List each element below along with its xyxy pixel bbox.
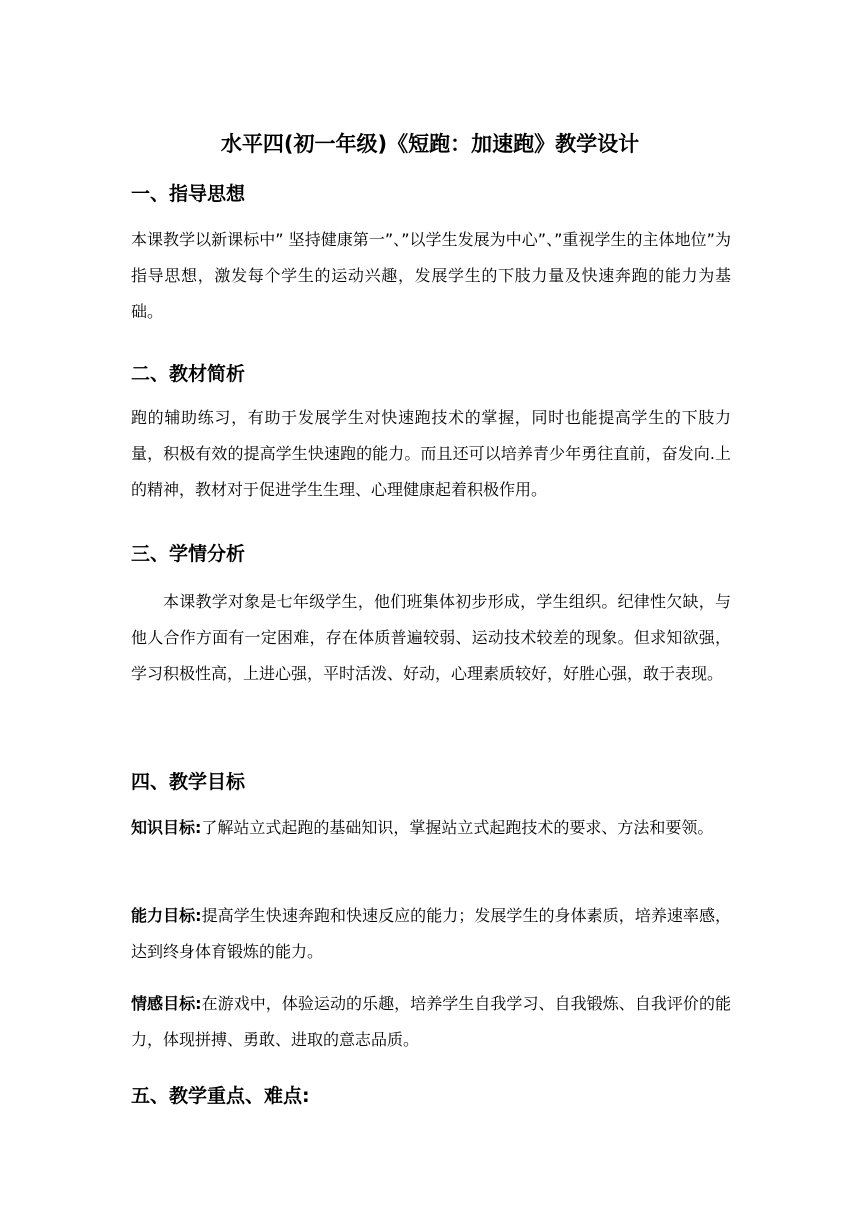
objective-ability-label: 能力目标:: [131, 906, 202, 925]
objective-knowledge-text: 了解站立式起跑的基础知识，掌握站立式起跑技术的要求、方法和要领。: [201, 818, 714, 837]
document-title: 水平四(初一年级)《短跑：加速跑》教学设计: [220, 132, 640, 156]
objective-emotion-label: 情感目标:: [131, 994, 202, 1013]
objective-knowledge-label: 知识目标:: [131, 818, 202, 837]
section-heading-teaching-objectives: 四、教学目标: [131, 771, 246, 793]
objective-emotion-text: 在游戏中，体验运动的乐趣，培养学生自我学习、自我锻炼、自我评价的能力，体现拼搏、勇敢、进取的意志品质。: [131, 994, 731, 1049]
objective-ability: [131, 898, 731, 970]
section-text-student-analysis: 本课教学对象是七年级学生，他们班集体初步形成，学生组织。纪律性欠缺，与他人合作方面有一定困难，存在体质普遍较弱、运动技术较差的现象。但求知欲强，学习积极性高，上进心强，平时活泼、好动，心理素质较好，好胜心强，敢于表现。: [131, 592, 731, 683]
section-heading-material-analysis: 二、教材简析: [131, 363, 246, 385]
section-heading-guiding-ideology: 一、指导思想: [131, 183, 246, 205]
section-heading-student-analysis: 三、学情分析: [131, 543, 246, 565]
objective-emotion: [131, 986, 731, 1058]
objective-ability-text: 提高学生快速奔跑和快速反应的能力；发展学生的身体素质，培养速率感，达到终身体育锻炼的能力。: [131, 906, 731, 961]
objective-knowledge: [131, 810, 731, 846]
section-text-material-analysis: 跑的辅助练习，有助于发展学生对快速跑技术的掌握，同时也能提高学生的下肢力量，积极有效的提高学生快速跑的能力。而且还可以培养青少年勇往直前，奋发向.上的精神，教材对于促进学生生理、心理健康起着积极作用。: [131, 408, 731, 499]
section-heading-key-points: 五、教学重点、难点:: [131, 1085, 310, 1107]
section-text-guiding-ideology: 本课教学以新课标中” 坚持健康第一”、”以学生发展为中心”、”重视学生的主体地位”为指导思想，激发每个学生的运动兴趣，发展学生的下肢力量及快速奔跑的能力为基础。: [131, 230, 731, 321]
